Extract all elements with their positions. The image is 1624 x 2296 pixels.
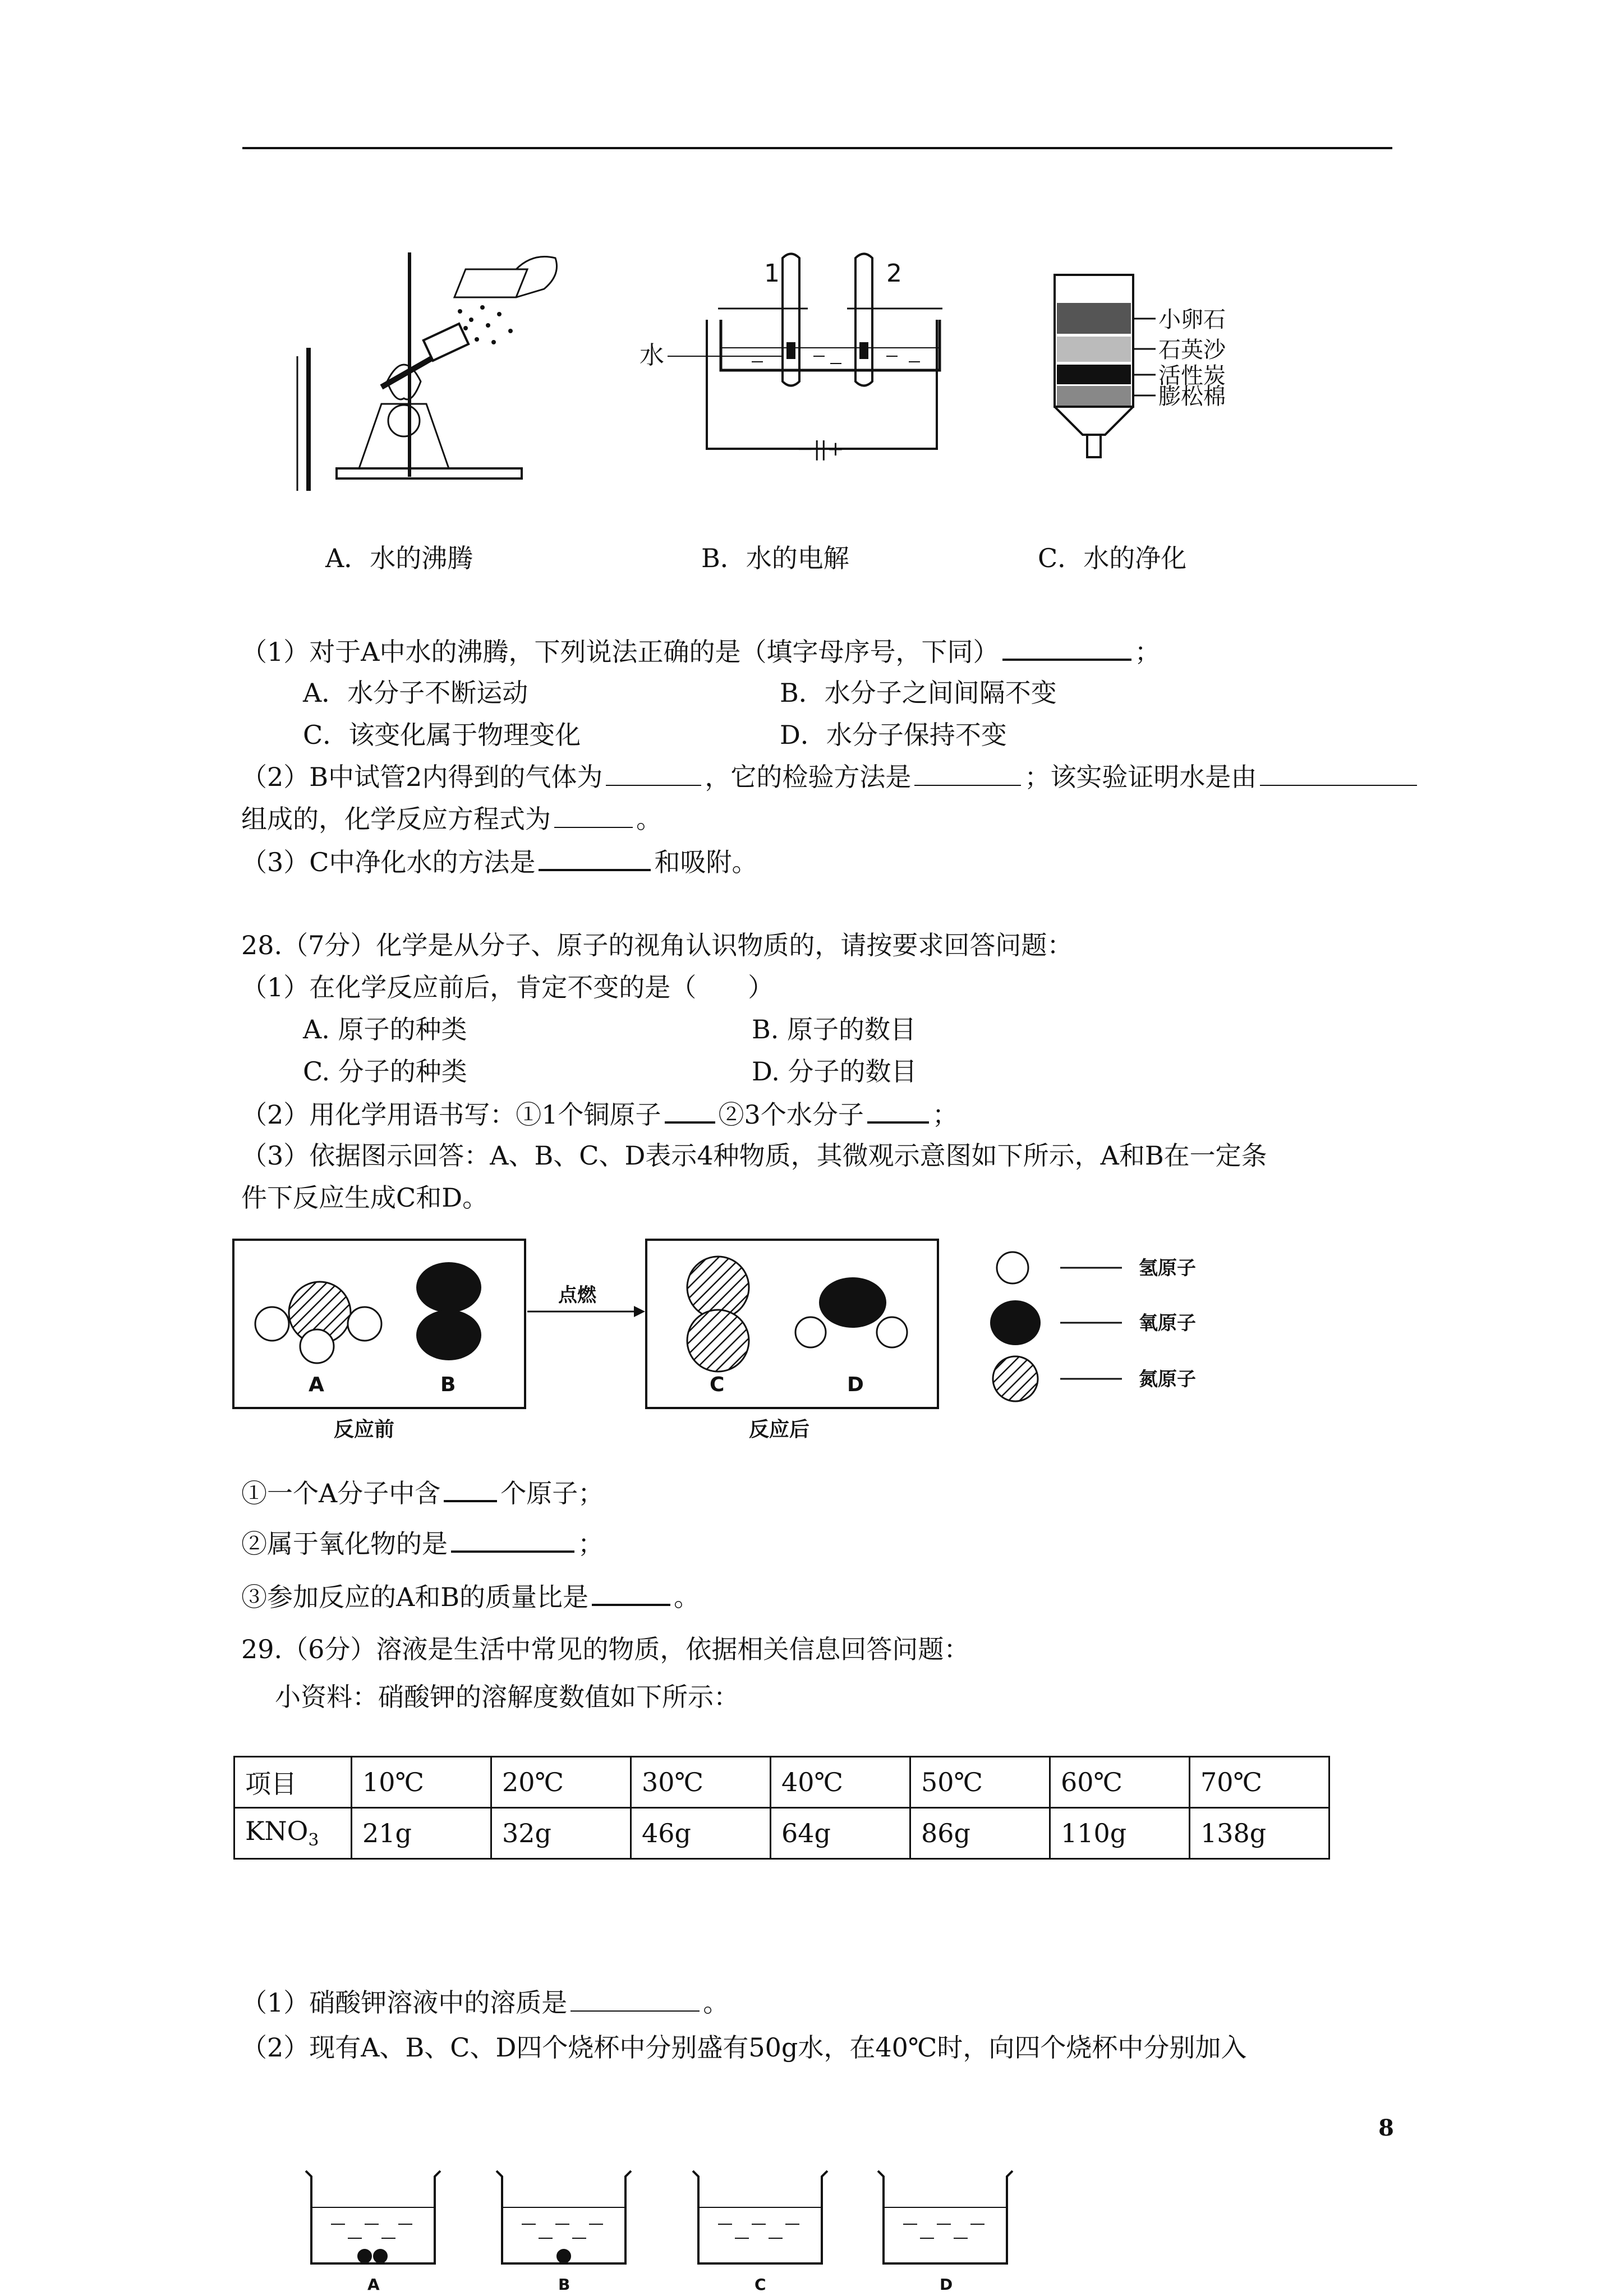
q28-title: 28.（7分）化学是从分子、原子的视角认识物质的，请按要求回答问题：	[241, 930, 1073, 960]
q28-part3-line1: （3）依据图示回答：A、B、C、D表示4种物质，其微观示意图如下所示，A和B在一定条	[241, 1140, 1267, 1171]
beaker-c	[693, 2171, 827, 2263]
table-cell: $KNO_3$	[234, 1808, 352, 1859]
answer-blank[interactable]	[592, 1579, 670, 1606]
q28-option-a: A. 原子的种类	[303, 1014, 467, 1045]
beaker-d	[878, 2171, 1013, 2263]
beaker-b	[496, 2171, 631, 2263]
q29-note: 小资料：硝酸钾的溶解度数值如下所示：	[275, 1682, 739, 1712]
q28-part1: （1）在化学反应前后，肯定不变的是（ ）	[241, 972, 774, 1002]
beakers-figure	[297, 2165, 1027, 2296]
q27-part1: （1）对于A中水的沸腾，下列说法正确的是（填字母序号，下同） ；	[241, 634, 1161, 669]
table-row	[234, 1808, 1329, 1859]
q28-option-b: B. 原子的数目	[752, 1014, 917, 1045]
q28-part3-line2: 件下反应生成C和D。	[241, 1182, 489, 1213]
tube-1-label: 1	[764, 259, 780, 288]
beaker-label-a: A	[367, 2275, 380, 2294]
molecule-label-c: C	[710, 1373, 725, 1396]
table-cell: 138g	[1190, 1808, 1329, 1859]
table-cell: 项目	[234, 1757, 352, 1808]
q28-option-c: C. 分子的种类	[303, 1056, 467, 1087]
water-label: 水	[640, 341, 664, 370]
table-cell: 70℃	[1190, 1757, 1329, 1808]
table-cell: 20℃	[491, 1757, 631, 1808]
q28-sub2: ②属于氧化物的是 ；	[241, 1526, 604, 1561]
filter-layer-label: 石英沙	[1158, 337, 1226, 363]
arrow-condition-label: 点燃	[558, 1284, 596, 1306]
table-cell: 32g	[491, 1808, 631, 1859]
answer-blank[interactable]	[444, 1475, 497, 1502]
q28-sub1: ①一个A分子中含 个原子；	[241, 1475, 604, 1510]
answer-blank[interactable]	[606, 760, 701, 786]
answer-blank[interactable]	[867, 1097, 929, 1124]
tube-2-label: 2	[886, 259, 902, 288]
boiling-apparatus-figure	[292, 236, 583, 494]
molecule-label-b: B	[440, 1373, 456, 1396]
legend-oxygen: 氧原子	[1139, 1312, 1196, 1335]
table-cell: 60℃	[1050, 1757, 1190, 1808]
answer-blank[interactable]	[665, 1097, 715, 1124]
legend-nitrogen: 氮原子	[1139, 1368, 1196, 1391]
q27-part2: （2）B中试管2内得到的气体为 ，它的检验方法是 ；该实验证明水是由	[241, 760, 1420, 794]
beaker-label-d: D	[940, 2275, 953, 2294]
q27-option-a: A．水分子不断运动	[303, 678, 528, 708]
table-cell: 64g	[771, 1808, 910, 1859]
q28-part2: （2）用化学用语书写：①1个铜原子 ②3个水分子 ；	[241, 1097, 958, 1131]
answer-blank[interactable]	[451, 1526, 574, 1553]
after-label: 反应后	[749, 1418, 810, 1441]
q28-sub3: ③参加反应的A和B的质量比是 。	[241, 1579, 700, 1614]
page-number: 8	[1378, 2115, 1394, 2141]
q27-part2-cont: 组成的，化学反应方程式为 。	[241, 802, 662, 836]
table-cell: 21g	[352, 1808, 491, 1859]
table-cell: 50℃	[910, 1757, 1050, 1808]
water-filter-figure	[1043, 269, 1279, 471]
table-cell: 30℃	[631, 1757, 771, 1808]
figure-caption-c: C．水的净化	[1038, 543, 1187, 573]
table-cell: 46g	[631, 1808, 771, 1859]
figure-caption-a: A．水的沸腾	[325, 543, 473, 573]
answer-blank[interactable]	[914, 760, 1021, 786]
table-cell: 40℃	[771, 1757, 910, 1808]
beaker-label-b: B	[558, 2275, 571, 2294]
reaction-micro-diagram	[230, 1234, 1307, 1447]
q29-part1: （1）硝酸钾溶液中的溶质是 。	[241, 1986, 729, 2019]
table-cell: 86g	[910, 1808, 1050, 1859]
battery-symbol: −||+	[797, 438, 844, 461]
molecule-label-d: D	[847, 1373, 864, 1396]
q28-option-d: D. 分子的数目	[752, 1056, 917, 1087]
answer-blank[interactable]	[571, 1986, 700, 2012]
q27-option-b: B．水分子之间间隔不变	[780, 678, 1057, 708]
electrolysis-apparatus-figure	[640, 241, 954, 477]
q29-title: 29.（6分）溶液是生活中常见的物质，依据相关信息回答问题：	[241, 1634, 970, 1664]
answer-blank[interactable]	[1002, 634, 1131, 661]
kno3-solubility-table	[233, 1756, 1330, 1860]
header-rule	[242, 147, 1392, 149]
answer-blank[interactable]	[554, 802, 633, 828]
filter-layer-label: 活性炭	[1158, 363, 1226, 389]
filter-layer-label: 膨松棉	[1158, 384, 1226, 409]
table-cell: 110g	[1050, 1808, 1190, 1859]
table-cell: 10℃	[352, 1757, 491, 1808]
answer-blank[interactable]	[1260, 760, 1417, 786]
table-row	[234, 1757, 1329, 1808]
legend-hydrogen: 氢原子	[1139, 1257, 1196, 1280]
beaker-label-c: C	[755, 2275, 766, 2294]
beaker-a	[306, 2171, 440, 2263]
q27-option-c: C．该变化属于物理变化	[303, 720, 581, 750]
q29-part2: （2）现有A、B、C、D四个烧杯中分别盛有50g水，在40℃时，向四个烧杯中分别加入	[241, 2032, 1247, 2063]
figure-caption-b: B．水的电解	[701, 543, 849, 573]
q27-option-d: D．水分子保持不变	[780, 720, 1007, 750]
before-label: 反应前	[334, 1418, 395, 1441]
molecule-label-a: A	[309, 1373, 324, 1396]
answer-blank[interactable]	[539, 844, 651, 871]
filter-layer-label: 小卵石	[1158, 307, 1226, 333]
q27-part3: （3）C中净化水的方法是 和吸附。	[241, 844, 757, 879]
